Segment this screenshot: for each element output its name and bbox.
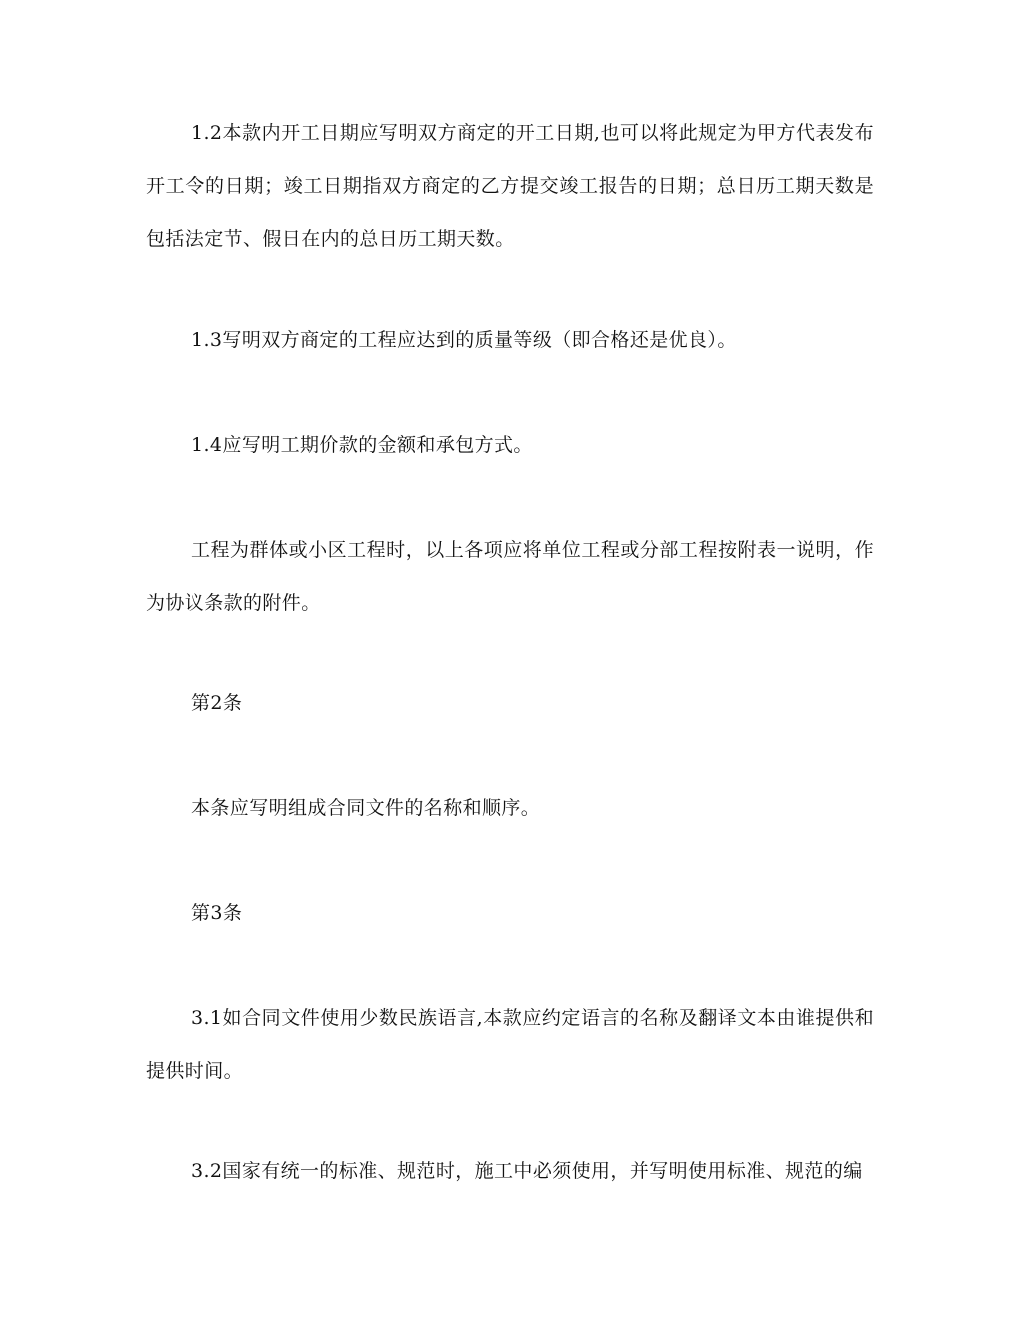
paragraph-3-1-language: 3.1如合同文件使用少数民族语言,本款应约定语言的名称及翻译文本由谁提供和提供时间。 bbox=[146, 1007, 874, 1082]
paragraph-article-2-body: 本条应写明组成合同文件的名称和顺序。 bbox=[191, 797, 541, 819]
paragraph-3-2-standards: 3.2国家有统一的标准、规范时，施工中必须使用，并写明使用标准、规范的编 bbox=[191, 1160, 863, 1182]
paragraph-1-2-start-completion-dates: 1.2本款内开工日期应写明双方商定的开工日期,也可以将此规定为甲方代表发布开工令的日期；竣工日期指双方商定的乙方提交竣工报告的日期；总日历工期天数是包括法定节、假日在内的总日历工期天数。 bbox=[146, 122, 874, 250]
article-2-heading: 第2条 bbox=[191, 692, 243, 714]
paragraph-1-4-price-contract-mode: 1.4应写明工期价款的金额和承包方式。 bbox=[191, 434, 533, 456]
article-3-heading: 第3条 bbox=[191, 902, 243, 924]
paragraph-1-3-quality-grade: 1.3写明双方商定的工程应达到的质量等级（即合格还是优良）。 bbox=[191, 329, 737, 351]
paragraph-group-project-note: 工程为群体或小区工程时，以上各项应将单位工程或分部工程按附表一说明，作为协议条款的附件。 bbox=[146, 539, 874, 614]
